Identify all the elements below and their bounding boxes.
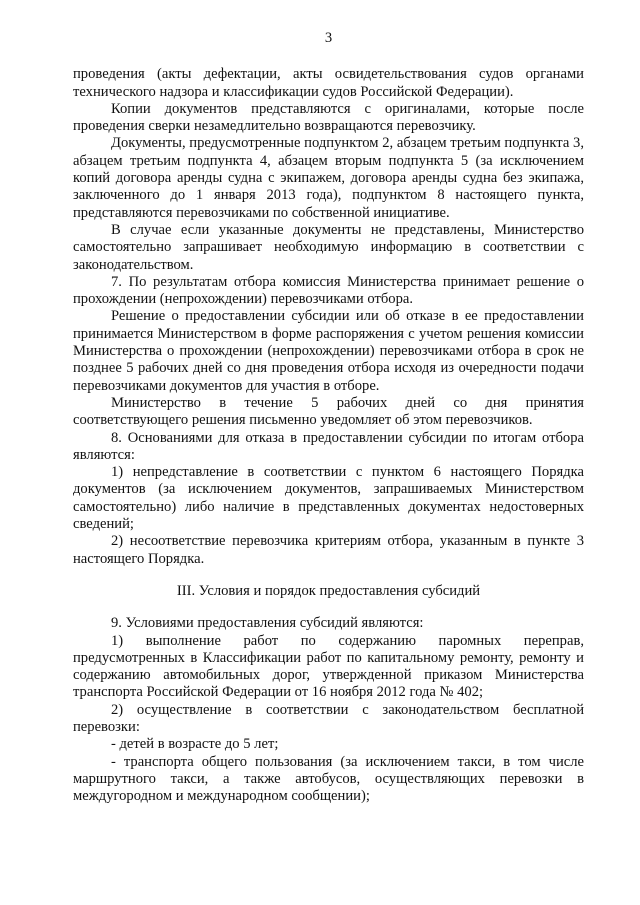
paragraph: 8. Основаниями для отказа в предоставлении субсидии по итогам отбора являются: [73, 429, 584, 463]
paragraph: - транспорта общего пользования (за исключением такси, в том числе маршрутного такси, а также автобусов, осуществляющих перевозки в междугородном и международном сообщении); [73, 753, 584, 805]
paragraph: Решение о предоставлении субсидии или об отказе в ее предоставлении принимается Министерством в форме распоряжения с учетом решения комиссии Министерства о прохождении (непрохождении) перевозчиками отбора в срок не позднее 5 рабочих дней со дня проведения отбора исходя из очередности подачи перевозчиками документов для участия в отборе. [73, 308, 584, 394]
section-title: III. Условия и порядок предоставления субсидий [176, 582, 481, 599]
paragraph: 1) выполнение работ по содержанию паромных переправ, предусмотренных в Классификации работ по капитальному ремонту, ремонту и содержанию автомобильных дорог, утвержденной приказом Министерства транспорта Российской Федерации от 16 ноября 2012 года № 402; [73, 632, 584, 701]
paragraph: Министерство в течение 5 рабочих дней со дня принятия соответствующего решения письменно уведомляет об этом перевозчиков. [73, 394, 584, 429]
paragraph: - детей в возрасте до 5 лет; [111, 736, 279, 753]
paragraph: 1) непредставление в соответствии с пунктом 6 настоящего Порядка документов (за исключением документов, запрашиваемых Министерством самостоятельно) либо наличие в представленных документах недостоверных сведений; [73, 464, 584, 533]
paragraph: Документы, предусмотренные подпунктом 2, абзацем третьим подпункта 3, абзацем третьим подпункта 4, абзацем вторым подпункта 5 (за исключением копий договора аренды судна с экипажем, договора аренды судна без экипажа, заключенного до 1 января 2013 года), подпунктом 8 настоящего пункта, представляются перевозчиками по собственной инициативе. [73, 135, 584, 221]
paragraph: 7. По результатам отбора комиссия Министерства принимает решение о прохождении (непрохождении) перевозчиками отбора. [73, 273, 584, 308]
paragraph: Копии документов представляются с оригиналами, которые после проведения сверки незамедлительно возвращаются перевозчику. [73, 100, 584, 135]
paragraph: В случае если указанные документы не представлены, Министерство самостоятельно запрашивает необходимую информацию в соответствии с законодательством. [73, 221, 584, 273]
paragraph: проведения (акты дефектации, акты освидетельствования судов органами технического надзора и классификации судов Российской Федерации). [73, 66, 584, 100]
paragraph: 9. Условиями предоставления субсидий являются: [111, 615, 424, 632]
paragraph: 2) осуществление в соответствии с законодательством бесплатной перевозки: [73, 701, 584, 735]
page-number: 3 [324, 30, 333, 46]
paragraph: 2) несоответствие перевозчика критериям отбора, указанным в пункте 3 настоящего Порядка. [73, 533, 584, 567]
